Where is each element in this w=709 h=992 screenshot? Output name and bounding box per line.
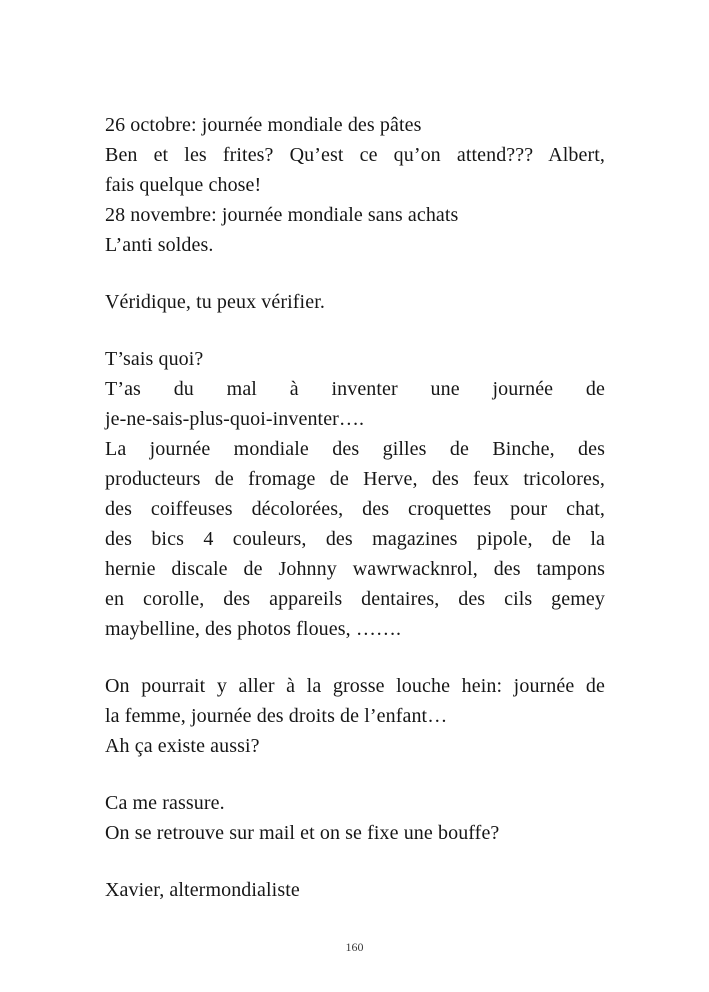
text-line: Ca me rassure. bbox=[105, 792, 225, 814]
paragraph bbox=[105, 671, 605, 761]
text-line: des bics 4 couleurs, des magazines pipole, de la bbox=[105, 528, 605, 550]
text-line: 28 novembre: journée mondiale sans achats bbox=[105, 204, 459, 226]
paragraph bbox=[105, 875, 605, 905]
text-line: Ah ça existe aussi? bbox=[105, 735, 260, 757]
text-line: On pourrait y aller à la grosse louche hein: journée de bbox=[105, 675, 605, 697]
text-line: je-ne-sais-plus-quoi-inventer…. bbox=[105, 408, 365, 430]
paragraph bbox=[105, 344, 605, 644]
paragraph bbox=[105, 287, 605, 317]
text-line: en corolle, des appareils dentaires, des cils gemey bbox=[105, 588, 605, 610]
text-block bbox=[105, 110, 605, 932]
text-line: La journée mondiale des gilles de Binche, des bbox=[105, 438, 605, 460]
page-footer bbox=[0, 938, 709, 956]
text-line: Xavier, altermondialiste bbox=[105, 879, 300, 901]
text-line: hernie discale de Johnny wawrwacknrol, des tampons bbox=[105, 558, 605, 580]
text-line: On se retrouve sur mail et on se fixe une bouffe? bbox=[105, 822, 500, 844]
text-line: maybelline, des photos floues, ……. bbox=[105, 618, 402, 640]
page-number: 160 bbox=[345, 940, 364, 954]
text-line: L’anti soldes. bbox=[105, 234, 214, 256]
text-line: T’sais quoi? bbox=[105, 348, 204, 370]
text-line: producteurs de fromage de Herve, des feux tricolores, bbox=[105, 468, 605, 490]
paragraph bbox=[105, 788, 605, 848]
text-line: des coiffeuses décolorées, des croquettes pour chat, bbox=[105, 498, 605, 520]
text-line: Véridique, tu peux vérifier. bbox=[105, 291, 325, 313]
text-line: la femme, journée des droits de l’enfant… bbox=[105, 705, 448, 727]
text-line: fais quelque chose! bbox=[105, 174, 262, 196]
paragraph bbox=[105, 110, 605, 260]
text-line: Ben et les frites? Qu’est ce qu’on attend??? Albert, bbox=[105, 144, 605, 166]
text-line: 26 octobre: journée mondiale des pâtes bbox=[105, 114, 422, 136]
text-line: T’as du mal à inventer une journée de bbox=[105, 378, 605, 400]
